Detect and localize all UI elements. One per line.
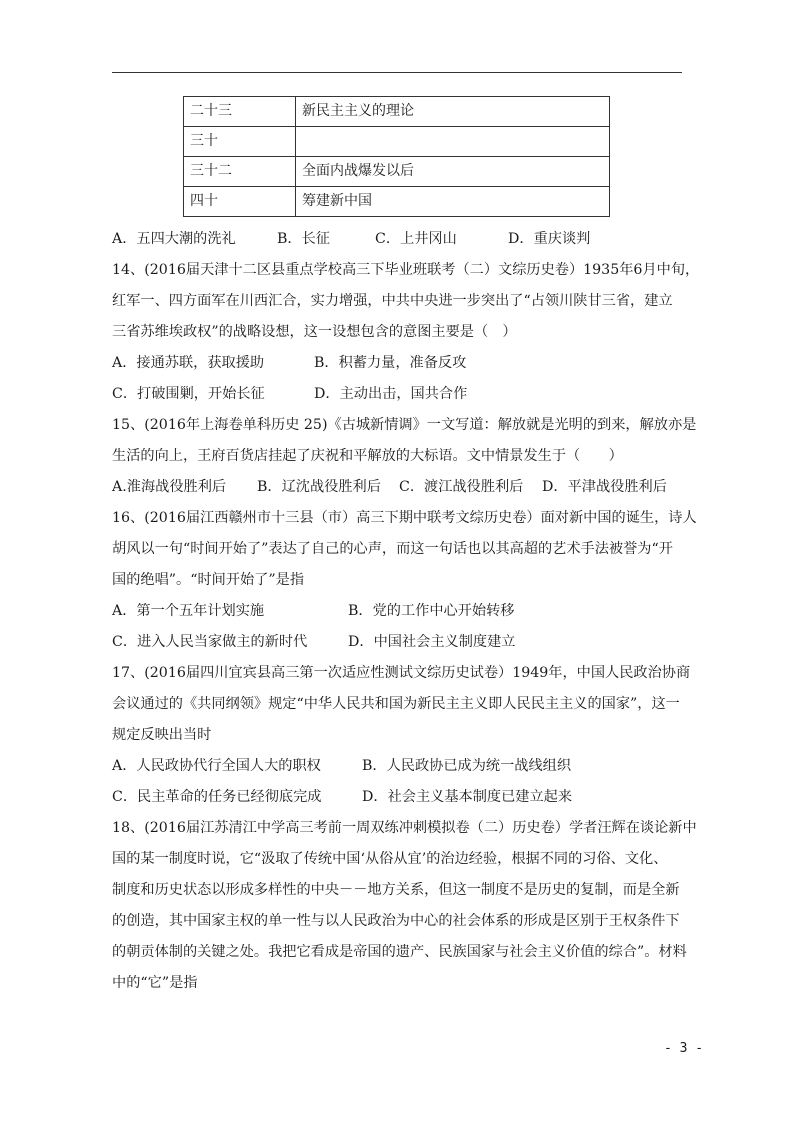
q13-options <box>112 224 684 255</box>
option: A．第一个五年计划实施 <box>112 603 265 619</box>
q14-options <box>112 348 684 379</box>
table-row <box>184 157 610 187</box>
option: D．主动出击，国共合作 <box>314 386 468 402</box>
table-cell: 新民主主义的理论 <box>296 97 610 127</box>
table-cell: 全面内战爆发以后 <box>296 157 610 187</box>
page-number: - 3 - <box>664 1041 704 1056</box>
header-rule <box>112 72 682 73</box>
option: D．中国社会主义制度建立 <box>348 634 516 650</box>
q14-line: 三省苏维埃政权”的战略设想，这一设想包含的意图主要是（ ） <box>112 324 517 340</box>
q15-line: 15、(2016年上海卷单科历史 25)《古城新情调》一文写道：解放就是光明的到来，解放亦是 <box>112 417 697 433</box>
option: A.淮海战役胜利后 <box>112 479 227 495</box>
option: C．打破围剿，开始长征 <box>112 386 265 402</box>
q17-options <box>112 782 684 813</box>
q17-line: 会议通过的《共同纲领》规定“中华人民共和国为新民主主义即人民民主主义的国家”，这一 <box>112 696 680 712</box>
table-row <box>184 187 610 217</box>
option: A．五四大潮的洗礼 <box>112 231 236 247</box>
question-content <box>112 224 700 999</box>
q15-options <box>112 472 684 503</box>
q16-options <box>112 627 684 658</box>
table-cell: 三十二 <box>184 157 296 187</box>
option: B．长征 <box>277 231 330 247</box>
table-cell <box>296 127 610 157</box>
option: D．社会主义基本制度已建立起来 <box>362 789 573 805</box>
q18-line: 中的“它”是指 <box>112 975 198 991</box>
q17-options <box>112 751 684 782</box>
option: B．党的工作中心开始转移 <box>348 603 515 619</box>
option: B．积蓄力量，准备反攻 <box>314 355 467 371</box>
option: C．上井冈山 <box>375 231 457 247</box>
table-cell: 三十 <box>184 127 296 157</box>
table-cell: 四十 <box>184 187 296 217</box>
q17-line: 17、(2016届四川宜宾县高三第一次适应性测试文综历史试卷）1949年，中国人民政治协商 <box>112 665 691 681</box>
q17-line: 规定反映出当时 <box>112 727 212 743</box>
q18-line: 制度和历史状态以形成多样性的中央－－地方关系，但这一制度不是历史的复制，而是全新 <box>112 882 680 898</box>
q14-line: 红军一、四方面军在川西汇合，实力增强，中共中央进一步突出了“占领川陕甘三省，建立 <box>112 293 673 309</box>
q16-line: 16、(2016届江西赣州市十三县（市）高三下期中联考文综历史卷）面对新中国的诞生，诗人 <box>112 510 697 526</box>
table-row <box>184 127 610 157</box>
q18-line: 18、(2016届江苏清江中学高三考前一周双练冲刺模拟卷（二）历史卷）学者汪辉在谈论新中 <box>112 820 697 836</box>
q16-line: 国的绝唱”。“时间开始了”是指 <box>112 572 305 588</box>
option: C．进入人民当家做主的新时代 <box>112 634 308 650</box>
q16-options <box>112 596 684 627</box>
option: C．民主革命的任务已经彻底完成 <box>112 789 322 805</box>
q18-line: 的创造，其中国家主权的单一性与以人民政治为中心的社会体系的形成是区别于王权条件下 <box>112 913 680 929</box>
q14-line: 14、(2016届天津十二区县重点学校高三下毕业班联考（二）文综历史卷）1935年6月中旬， <box>112 262 700 278</box>
option: A．人民政协代行全国人大的职权 <box>112 758 321 774</box>
option: C．渡江战役胜利后 <box>399 479 524 495</box>
option: A．接通苏联，获取援助 <box>112 355 265 371</box>
table-cell: 二十三 <box>184 97 296 127</box>
table-row <box>184 97 610 127</box>
q16-line: 胡风以一句“时间开始了”表达了自己的心声，而这一句话也以其高超的艺术手法被誉为“开 <box>112 541 673 557</box>
q14-options <box>112 379 684 410</box>
q18-line: 国的某一制度时说，它“汲取了传统中国‘从俗从宜’的治边经验，根据不同的习俗、文化、 <box>112 851 668 867</box>
option: B．辽沈战役胜利后 <box>257 479 381 495</box>
option: D．平津战役胜利后 <box>542 479 667 495</box>
q15-line: 生活的向上，王府百货店挂起了庆祝和平解放的大标语。文中情景发生于（ ） <box>112 448 623 464</box>
answer-table <box>183 96 610 217</box>
option: B．人民政协已成为统一战线组织 <box>362 758 572 774</box>
q18-line: 的朝贡体制的关键之处。我把它看成是帝国的遗产、民族国家与社会主义价值的综合”。材料 <box>112 944 687 960</box>
option: D．重庆谈判 <box>508 231 591 247</box>
table-cell: 筹建新中国 <box>296 187 610 217</box>
